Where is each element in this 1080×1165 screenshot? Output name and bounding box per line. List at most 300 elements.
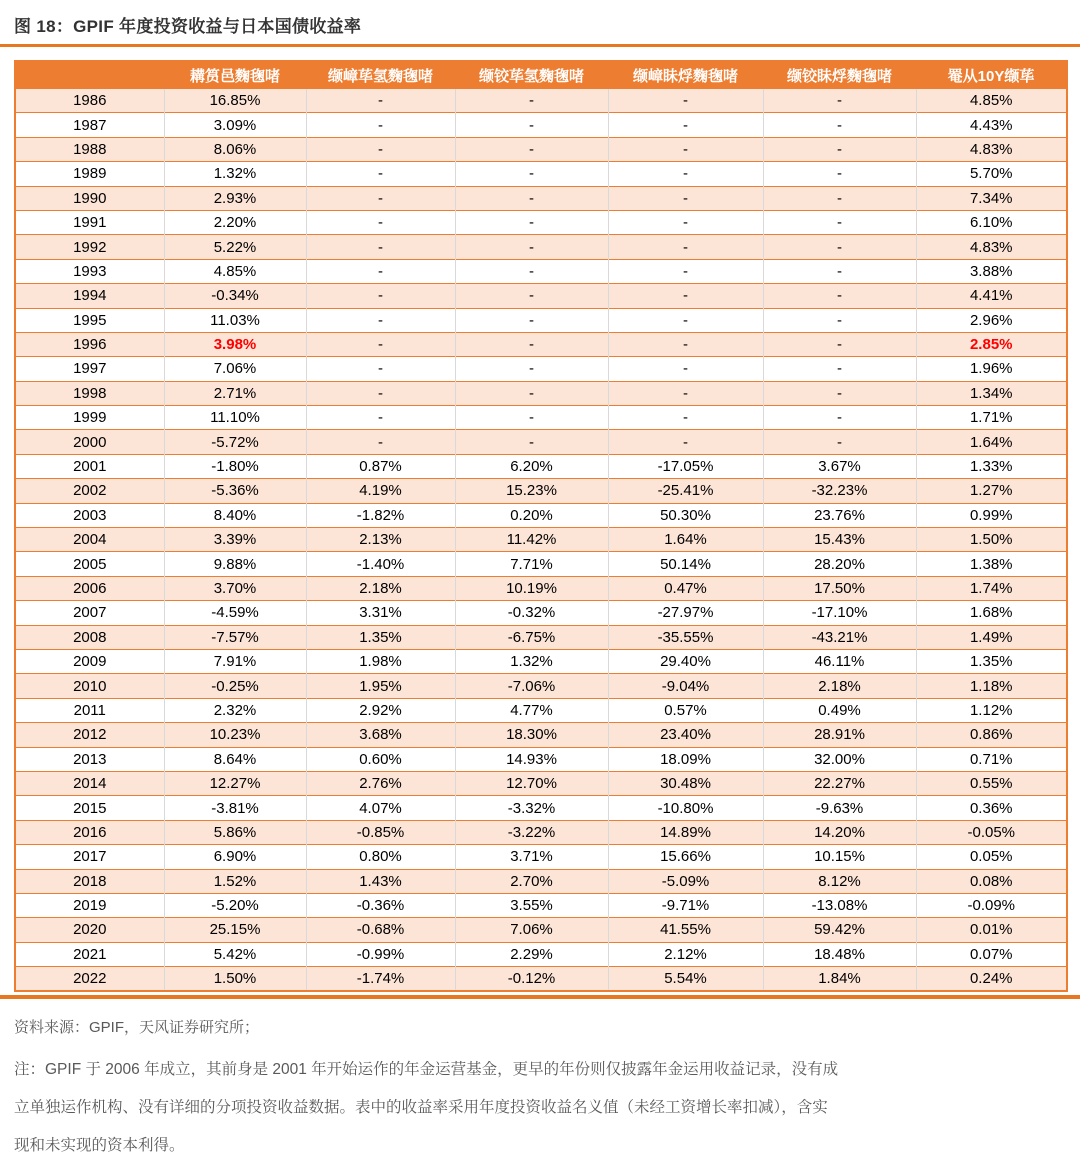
- value-cell: -5.20%: [164, 893, 306, 917]
- value-cell: 11.10%: [164, 406, 306, 430]
- value-cell: 2.76%: [306, 771, 455, 795]
- table-row: [15, 137, 1067, 161]
- value-cell: 3.39%: [164, 528, 306, 552]
- value-cell: -17.05%: [608, 454, 763, 478]
- value-cell: 1.18%: [916, 674, 1067, 698]
- value-cell: 1.95%: [306, 674, 455, 698]
- value-cell: -: [763, 284, 916, 308]
- table-row: [15, 284, 1067, 308]
- year-cell: 1987: [15, 113, 164, 137]
- value-cell: 6.10%: [916, 210, 1067, 234]
- value-cell: 2.85%: [916, 332, 1067, 356]
- value-cell: 5.86%: [164, 820, 306, 844]
- value-cell: 2.92%: [306, 698, 455, 722]
- source-note: 资料来源：GPIF，天风证券研究所；: [14, 1019, 260, 1037]
- value-cell: 22.27%: [763, 771, 916, 795]
- value-cell: 18.48%: [763, 942, 916, 966]
- value-cell: 3.55%: [455, 893, 608, 917]
- table-row: [15, 869, 1067, 893]
- value-cell: -13.08%: [763, 893, 916, 917]
- value-cell: -5.09%: [608, 869, 763, 893]
- value-cell: -: [306, 332, 455, 356]
- year-cell: 1993: [15, 259, 164, 283]
- year-cell: 2020: [15, 918, 164, 942]
- table-row: [15, 649, 1067, 673]
- value-cell: 15.43%: [763, 528, 916, 552]
- value-cell: 10.19%: [455, 576, 608, 600]
- table-row: [15, 967, 1067, 992]
- value-cell: 2.12%: [608, 942, 763, 966]
- value-cell: 8.06%: [164, 137, 306, 161]
- value-cell: 59.42%: [763, 918, 916, 942]
- year-cell: 2019: [15, 893, 164, 917]
- year-cell: 2017: [15, 845, 164, 869]
- value-cell: -0.85%: [306, 820, 455, 844]
- column-header: 缬嶂眛烰麴毱啫: [608, 61, 763, 89]
- value-cell: 5.70%: [916, 162, 1067, 186]
- table-row: [15, 552, 1067, 576]
- table-row: [15, 698, 1067, 722]
- value-cell: -0.09%: [916, 893, 1067, 917]
- value-cell: 14.89%: [608, 820, 763, 844]
- column-header: [15, 61, 164, 89]
- table-row: [15, 625, 1067, 649]
- value-cell: -: [455, 162, 608, 186]
- value-cell: -: [608, 332, 763, 356]
- year-cell: 2004: [15, 528, 164, 552]
- value-cell: 30.48%: [608, 771, 763, 795]
- year-cell: 2010: [15, 674, 164, 698]
- value-cell: 50.30%: [608, 503, 763, 527]
- value-cell: -: [763, 381, 916, 405]
- value-cell: 0.55%: [916, 771, 1067, 795]
- year-cell: 2015: [15, 796, 164, 820]
- value-cell: -: [455, 259, 608, 283]
- value-cell: 18.09%: [608, 747, 763, 771]
- value-cell: -: [608, 284, 763, 308]
- value-cell: 4.83%: [916, 137, 1067, 161]
- value-cell: -35.55%: [608, 625, 763, 649]
- value-cell: -5.36%: [164, 479, 306, 503]
- value-cell: -: [763, 406, 916, 430]
- year-cell: 2006: [15, 576, 164, 600]
- year-cell: 2022: [15, 967, 164, 992]
- value-cell: -0.34%: [164, 284, 306, 308]
- value-cell: -: [455, 284, 608, 308]
- year-cell: 1995: [15, 308, 164, 332]
- value-cell: -: [306, 381, 455, 405]
- value-cell: -: [455, 308, 608, 332]
- column-header: 缬嶂荜氢麴毱啫: [306, 61, 455, 89]
- year-cell: 1989: [15, 162, 164, 186]
- year-cell: 1990: [15, 186, 164, 210]
- value-cell: 1.84%: [763, 967, 916, 992]
- value-cell: 4.43%: [916, 113, 1067, 137]
- value-cell: -: [763, 162, 916, 186]
- table-row: [15, 723, 1067, 747]
- value-cell: -: [608, 357, 763, 381]
- value-cell: 2.96%: [916, 308, 1067, 332]
- value-cell: 14.93%: [455, 747, 608, 771]
- value-cell: -1.74%: [306, 967, 455, 992]
- value-cell: -: [763, 113, 916, 137]
- value-cell: -9.71%: [608, 893, 763, 917]
- table-row: [15, 601, 1067, 625]
- value-cell: 15.66%: [608, 845, 763, 869]
- value-cell: 0.86%: [916, 723, 1067, 747]
- year-cell: 1999: [15, 406, 164, 430]
- value-cell: -: [608, 113, 763, 137]
- table-row: [15, 942, 1067, 966]
- value-cell: -: [306, 284, 455, 308]
- value-cell: 6.20%: [455, 454, 608, 478]
- value-cell: 2.20%: [164, 210, 306, 234]
- value-cell: 3.88%: [916, 259, 1067, 283]
- value-cell: -0.25%: [164, 674, 306, 698]
- value-cell: 5.54%: [608, 967, 763, 992]
- value-cell: -: [306, 162, 455, 186]
- table-row: [15, 820, 1067, 844]
- year-cell: 2001: [15, 454, 164, 478]
- table-row: [15, 381, 1067, 405]
- table-row: [15, 430, 1067, 454]
- year-cell: 2008: [15, 625, 164, 649]
- value-cell: -: [455, 381, 608, 405]
- value-cell: -9.04%: [608, 674, 763, 698]
- value-cell: -5.72%: [164, 430, 306, 454]
- value-cell: -: [455, 113, 608, 137]
- value-cell: 3.67%: [763, 454, 916, 478]
- figure-title: 图 18：GPIF 年度投资收益与日本国债收益率: [14, 17, 362, 36]
- table-row: [15, 747, 1067, 771]
- value-cell: 2.93%: [164, 186, 306, 210]
- year-cell: 1986: [15, 89, 164, 113]
- value-cell: 1.32%: [164, 162, 306, 186]
- value-cell: 3.31%: [306, 601, 455, 625]
- table-row: [15, 454, 1067, 478]
- table-row: [15, 210, 1067, 234]
- value-cell: 4.85%: [164, 259, 306, 283]
- value-cell: 1.71%: [916, 406, 1067, 430]
- year-cell: 1998: [15, 381, 164, 405]
- value-cell: -17.10%: [763, 601, 916, 625]
- value-cell: -0.05%: [916, 820, 1067, 844]
- table-row: [15, 674, 1067, 698]
- table-row: [15, 235, 1067, 259]
- value-cell: 23.76%: [763, 503, 916, 527]
- table-row: [15, 308, 1067, 332]
- column-header: 罨从10Y缬荜: [916, 61, 1067, 89]
- column-header: 缬铰眛烰麴毱啫: [763, 61, 916, 89]
- value-cell: -: [306, 137, 455, 161]
- value-cell: 3.09%: [164, 113, 306, 137]
- footnote-line-3: 现和未实现的资本利得。: [14, 1137, 185, 1155]
- value-cell: -1.82%: [306, 503, 455, 527]
- value-cell: 3.70%: [164, 576, 306, 600]
- year-cell: 2007: [15, 601, 164, 625]
- table-row: [15, 186, 1067, 210]
- value-cell: -: [455, 357, 608, 381]
- value-cell: 17.50%: [763, 576, 916, 600]
- table-header-row: [15, 61, 1067, 89]
- value-cell: 1.33%: [916, 454, 1067, 478]
- value-cell: -: [763, 235, 916, 259]
- year-cell: 1996: [15, 332, 164, 356]
- value-cell: 1.35%: [306, 625, 455, 649]
- value-cell: 0.36%: [916, 796, 1067, 820]
- value-cell: 28.20%: [763, 552, 916, 576]
- value-cell: 0.07%: [916, 942, 1067, 966]
- value-cell: -: [306, 259, 455, 283]
- value-cell: -: [306, 210, 455, 234]
- value-cell: 0.20%: [455, 503, 608, 527]
- value-cell: 2.13%: [306, 528, 455, 552]
- value-cell: 7.91%: [164, 649, 306, 673]
- value-cell: -: [608, 308, 763, 332]
- value-cell: 9.88%: [164, 552, 306, 576]
- value-cell: 46.11%: [763, 649, 916, 673]
- value-cell: 5.22%: [164, 235, 306, 259]
- year-cell: 2000: [15, 430, 164, 454]
- value-cell: 7.34%: [916, 186, 1067, 210]
- value-cell: -: [763, 332, 916, 356]
- value-cell: -6.75%: [455, 625, 608, 649]
- year-cell: 1992: [15, 235, 164, 259]
- year-cell: 2009: [15, 649, 164, 673]
- value-cell: 25.15%: [164, 918, 306, 942]
- value-cell: 41.55%: [608, 918, 763, 942]
- value-cell: 1.32%: [455, 649, 608, 673]
- value-cell: -0.99%: [306, 942, 455, 966]
- value-cell: 4.19%: [306, 479, 455, 503]
- value-cell: -25.41%: [608, 479, 763, 503]
- table-row: [15, 576, 1067, 600]
- value-cell: -: [455, 186, 608, 210]
- value-cell: 2.32%: [164, 698, 306, 722]
- value-cell: 18.30%: [455, 723, 608, 747]
- value-cell: 0.71%: [916, 747, 1067, 771]
- value-cell: -1.80%: [164, 454, 306, 478]
- year-cell: 2016: [15, 820, 164, 844]
- value-cell: 1.38%: [916, 552, 1067, 576]
- value-cell: 1.52%: [164, 869, 306, 893]
- value-cell: 16.85%: [164, 89, 306, 113]
- year-cell: 2011: [15, 698, 164, 722]
- year-cell: 2013: [15, 747, 164, 771]
- table-row: [15, 406, 1067, 430]
- returns-table: [14, 60, 1068, 992]
- value-cell: 1.98%: [306, 649, 455, 673]
- year-cell: 1997: [15, 357, 164, 381]
- value-cell: 8.40%: [164, 503, 306, 527]
- value-cell: -: [763, 89, 916, 113]
- table-row: [15, 162, 1067, 186]
- value-cell: -: [306, 235, 455, 259]
- value-cell: -: [763, 308, 916, 332]
- value-cell: 14.20%: [763, 820, 916, 844]
- value-cell: 1.74%: [916, 576, 1067, 600]
- table-row: [15, 113, 1067, 137]
- value-cell: 4.83%: [916, 235, 1067, 259]
- value-cell: -: [306, 430, 455, 454]
- value-cell: 11.03%: [164, 308, 306, 332]
- value-cell: -: [608, 186, 763, 210]
- value-cell: 4.77%: [455, 698, 608, 722]
- value-cell: 1.64%: [608, 528, 763, 552]
- year-cell: 1994: [15, 284, 164, 308]
- table-row: [15, 918, 1067, 942]
- value-cell: -7.06%: [455, 674, 608, 698]
- year-cell: 2014: [15, 771, 164, 795]
- table-row: [15, 332, 1067, 356]
- value-cell: 5.42%: [164, 942, 306, 966]
- value-cell: -10.80%: [608, 796, 763, 820]
- value-cell: -3.32%: [455, 796, 608, 820]
- value-cell: -: [608, 210, 763, 234]
- value-cell: -27.97%: [608, 601, 763, 625]
- value-cell: 1.34%: [916, 381, 1067, 405]
- value-cell: 8.12%: [763, 869, 916, 893]
- value-cell: -: [306, 186, 455, 210]
- value-cell: 11.42%: [455, 528, 608, 552]
- footnote-line-2: 立单独运作机构、没有详细的分项投资收益数据。表中的收益率采用年度投资收益名义值（未经工资增长率扣减），含实: [14, 1099, 828, 1117]
- value-cell: 28.91%: [763, 723, 916, 747]
- value-cell: -0.12%: [455, 967, 608, 992]
- footnote-line-1: 注：GPIF 于 2006 年成立，其前身是 2001 年开始运作的年金运营基金，更早的年份则仅披露年金运用收益记录，没有成: [14, 1061, 839, 1079]
- value-cell: 1.64%: [916, 430, 1067, 454]
- value-cell: -: [455, 89, 608, 113]
- year-cell: 1991: [15, 210, 164, 234]
- value-cell: 4.41%: [916, 284, 1067, 308]
- value-cell: -: [608, 235, 763, 259]
- value-cell: -: [763, 210, 916, 234]
- year-cell: 2005: [15, 552, 164, 576]
- value-cell: 23.40%: [608, 723, 763, 747]
- value-cell: -: [306, 89, 455, 113]
- title-accent-rule: [0, 44, 1080, 47]
- value-cell: -9.63%: [763, 796, 916, 820]
- value-cell: 1.35%: [916, 649, 1067, 673]
- value-cell: -: [455, 137, 608, 161]
- value-cell: 8.64%: [164, 747, 306, 771]
- value-cell: 6.90%: [164, 845, 306, 869]
- value-cell: -: [306, 357, 455, 381]
- value-cell: -: [608, 137, 763, 161]
- value-cell: 3.68%: [306, 723, 455, 747]
- value-cell: 3.98%: [164, 332, 306, 356]
- value-cell: 0.60%: [306, 747, 455, 771]
- value-cell: -: [763, 137, 916, 161]
- column-header: 耩筼邑麴毱啫: [164, 61, 306, 89]
- value-cell: -0.32%: [455, 601, 608, 625]
- value-cell: 7.71%: [455, 552, 608, 576]
- value-cell: 1.12%: [916, 698, 1067, 722]
- column-header: 缬铰荜氢麴毱啫: [455, 61, 608, 89]
- value-cell: 4.85%: [916, 89, 1067, 113]
- value-cell: 2.70%: [455, 869, 608, 893]
- value-cell: 0.01%: [916, 918, 1067, 942]
- footnotes: [14, 1051, 1066, 1165]
- value-cell: -: [608, 89, 763, 113]
- table-row: [15, 528, 1067, 552]
- table-row: [15, 89, 1067, 113]
- value-cell: 0.57%: [608, 698, 763, 722]
- value-cell: -3.81%: [164, 796, 306, 820]
- value-cell: -: [455, 406, 608, 430]
- table-body: [15, 89, 1067, 992]
- value-cell: -: [608, 430, 763, 454]
- value-cell: 0.99%: [916, 503, 1067, 527]
- value-cell: 2.71%: [164, 381, 306, 405]
- year-cell: 2021: [15, 942, 164, 966]
- value-cell: -: [763, 186, 916, 210]
- value-cell: 0.05%: [916, 845, 1067, 869]
- table-row: [15, 771, 1067, 795]
- year-cell: 2018: [15, 869, 164, 893]
- table-row: [15, 479, 1067, 503]
- value-cell: -: [608, 406, 763, 430]
- value-cell: -: [763, 259, 916, 283]
- value-cell: -: [455, 332, 608, 356]
- value-cell: -: [608, 162, 763, 186]
- value-cell: 3.71%: [455, 845, 608, 869]
- value-cell: 0.24%: [916, 967, 1067, 992]
- year-cell: 2002: [15, 479, 164, 503]
- value-cell: -32.23%: [763, 479, 916, 503]
- table-row: [15, 357, 1067, 381]
- value-cell: 7.06%: [164, 357, 306, 381]
- value-cell: 0.08%: [916, 869, 1067, 893]
- table-row: [15, 893, 1067, 917]
- value-cell: -4.59%: [164, 601, 306, 625]
- value-cell: -7.57%: [164, 625, 306, 649]
- value-cell: 0.87%: [306, 454, 455, 478]
- value-cell: -: [306, 406, 455, 430]
- value-cell: 2.29%: [455, 942, 608, 966]
- value-cell: -43.21%: [763, 625, 916, 649]
- value-cell: 1.27%: [916, 479, 1067, 503]
- value-cell: 12.27%: [164, 771, 306, 795]
- table-row: [15, 845, 1067, 869]
- value-cell: -: [306, 308, 455, 332]
- value-cell: -: [306, 113, 455, 137]
- value-cell: 4.07%: [306, 796, 455, 820]
- value-cell: -: [763, 357, 916, 381]
- year-cell: 1988: [15, 137, 164, 161]
- value-cell: 7.06%: [455, 918, 608, 942]
- value-cell: -0.36%: [306, 893, 455, 917]
- value-cell: 0.80%: [306, 845, 455, 869]
- table-bottom-rule: [0, 995, 1080, 999]
- value-cell: 1.43%: [306, 869, 455, 893]
- value-cell: 12.70%: [455, 771, 608, 795]
- value-cell: 1.50%: [916, 528, 1067, 552]
- year-cell: 2012: [15, 723, 164, 747]
- value-cell: 2.18%: [763, 674, 916, 698]
- value-cell: 0.47%: [608, 576, 763, 600]
- value-cell: -: [608, 259, 763, 283]
- value-cell: -: [455, 235, 608, 259]
- value-cell: 10.23%: [164, 723, 306, 747]
- value-cell: -3.22%: [455, 820, 608, 844]
- value-cell: 15.23%: [455, 479, 608, 503]
- table-row: [15, 503, 1067, 527]
- value-cell: 1.68%: [916, 601, 1067, 625]
- value-cell: 29.40%: [608, 649, 763, 673]
- value-cell: 2.18%: [306, 576, 455, 600]
- value-cell: 50.14%: [608, 552, 763, 576]
- value-cell: -: [608, 381, 763, 405]
